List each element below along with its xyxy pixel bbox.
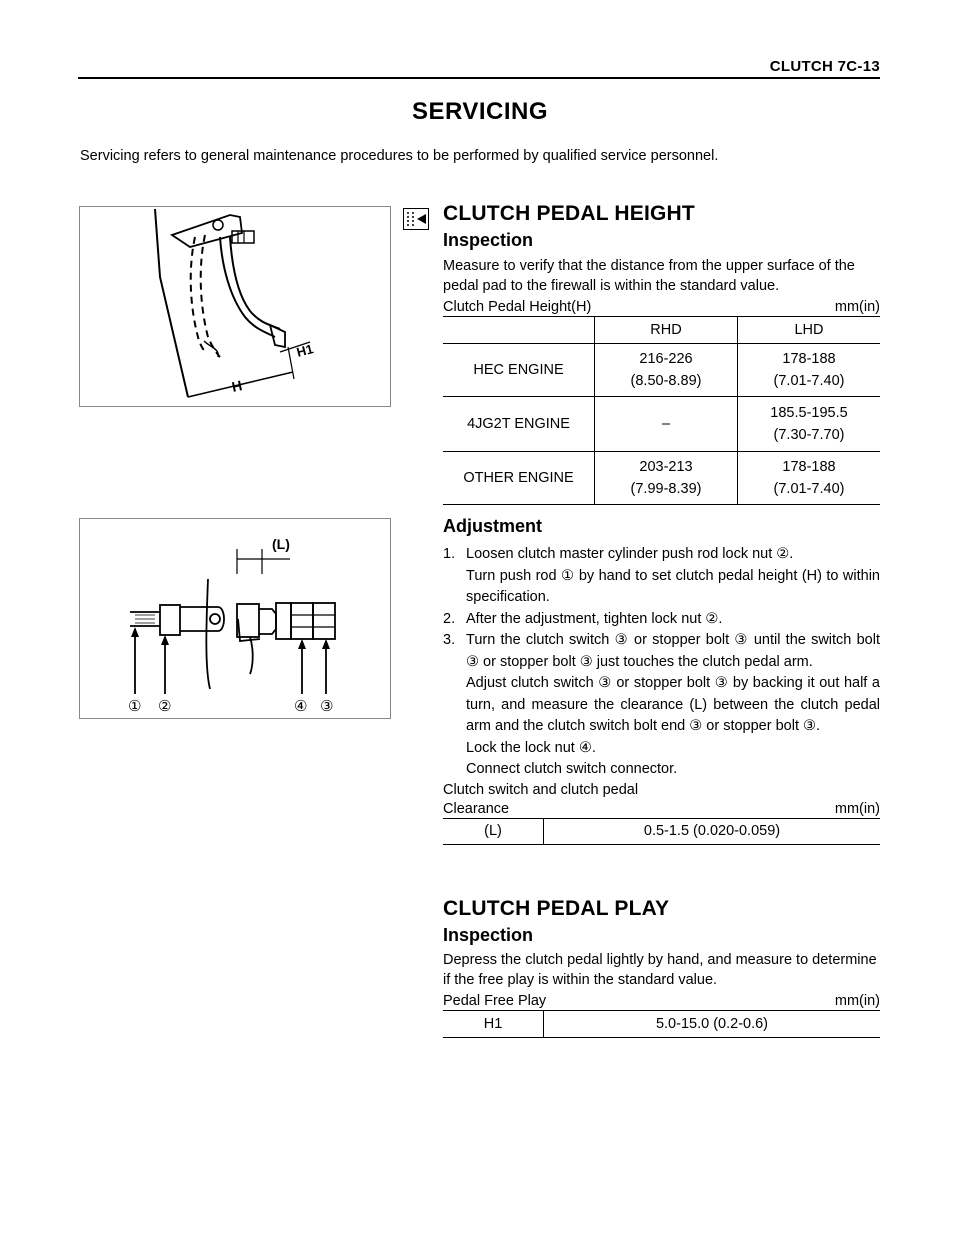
table-row (443, 343, 880, 396)
step-subtext: Adjust clutch switch ③ or stopper bolt ③ by backing it out half a turn, and measure the clearance (L) between the clutch pedal arm and the clutch switch bolt end ③ or stopper bolt ③. (466, 675, 880, 734)
pedal-play-caption: Pedal Free Play (443, 993, 547, 1009)
pedal-height-table (443, 317, 880, 505)
rhd-mm: 203-213 (639, 458, 693, 475)
table-header-row (443, 317, 880, 343)
pedal-play-inspection-text: Depress the clutch pedal lightly by hand, and measure to determine if the free play is within the standard value. (443, 952, 877, 988)
callout-2: ② (158, 697, 172, 715)
row-label: OTHER ENGINE (443, 451, 595, 504)
header-lhd: LHD (794, 321, 824, 338)
rhd-value: – (595, 396, 738, 451)
step-subtext: Turn push rod ① by hand to set clutch pedal height (H) to within specification. (466, 567, 880, 605)
switch-diagram (80, 519, 390, 718)
step-subtext: Lock the lock nut ④. (466, 739, 596, 756)
lhd-in: (7.01-7.40) (773, 480, 845, 497)
table-row (443, 819, 880, 845)
step-text: Turn the clutch switch ③ or stopper bolt ③ until the switch bolt ③ or stopper bolt ③ just touches the clutch pedal arm. (466, 632, 880, 670)
row-label: 4JG2T ENGINE (443, 396, 595, 451)
pedal-play-section (443, 897, 880, 1038)
step-text: After the adjustment, tighten lock nut ②. (466, 610, 723, 627)
adjustment-figure (79, 518, 391, 719)
lhd-in: (7.01-7.40) (773, 372, 845, 389)
clearance-unit: mm(in) (834, 800, 880, 817)
pedal-height-caption: Clutch Pedal Height(H) (443, 299, 592, 315)
intro-text: Servicing refers to general maintenance procedures to be performed by qualified service personnel. (80, 148, 719, 164)
pedal-height-inspection-text: Measure to verify that the distance from the upper surface of the pedal pad to the firewall is within the standard value. (443, 258, 855, 294)
step-number: 2. (443, 610, 456, 627)
step-item (443, 609, 880, 631)
step-number: 3. (443, 632, 456, 648)
rhd-mm: 216-226 (639, 350, 693, 367)
adjustment-title: Adjustment (443, 516, 542, 536)
pedal-play-unit: mm(in) (834, 993, 880, 1009)
rhd-in: (7.99-8.39) (630, 480, 702, 497)
row-label: HEC ENGINE (443, 343, 595, 396)
callout-4: ④ (294, 697, 308, 715)
pedal-height-unit: mm(in) (834, 299, 880, 315)
pedal-play-table-caption (443, 992, 880, 1011)
lhd-mm: 178-188 (782, 458, 836, 475)
lhd-mm: 178-188 (782, 350, 836, 367)
header-title: CLUTCH 7C-13 (769, 58, 880, 75)
lhd-mm: 185.5-195.5 (770, 404, 848, 421)
pedal-play-inspection-title: Inspection (443, 925, 534, 945)
pedal-height-figure (79, 206, 391, 407)
label-h1: H1 (294, 341, 315, 360)
adjustment-steps (443, 544, 880, 566)
pedal-diagram (80, 207, 390, 406)
pedal-height-title: CLUTCH PEDAL HEIGHT (443, 202, 695, 225)
clearance-table-caption (443, 800, 880, 819)
pedal-height-table-caption (443, 298, 880, 317)
pedal-height-inspection-title: Inspection (443, 230, 534, 250)
rhd-in: (8.50-8.89) (630, 372, 702, 389)
step-subtext: Connect clutch switch connector. (466, 761, 678, 777)
callout-1: ① (128, 697, 142, 715)
label-l: (L) (272, 536, 290, 552)
row-value: 5.0-15.0 (0.2-0.6) (655, 1015, 769, 1032)
row-label: (L) (443, 819, 544, 845)
step-number: 1. (443, 546, 456, 562)
header-rule (78, 77, 880, 79)
callout-3: ③ (320, 697, 334, 715)
lhd-in: (7.30-7.70) (773, 426, 845, 443)
table-row (443, 396, 880, 451)
firewall-line (155, 209, 188, 397)
pedal-play-title: CLUTCH PEDAL PLAY (443, 897, 670, 920)
pedal-play-table (443, 1011, 880, 1038)
row-label: H1 (443, 1011, 544, 1037)
page-title: SERVICING (411, 98, 549, 125)
clearance-table (443, 819, 880, 846)
step-text: Loosen clutch master cylinder push rod lock nut ②. (466, 546, 794, 562)
row-value: 0.5-1.5 (0.020-0.059) (643, 823, 781, 840)
step-item (443, 630, 880, 673)
header-rhd: RHD (595, 317, 738, 343)
header-empty (443, 317, 595, 343)
service-icon (403, 208, 429, 230)
pedal-height-section (443, 202, 880, 505)
adjustment-section (443, 516, 880, 845)
table-row (443, 1011, 880, 1037)
label-h: H (230, 377, 244, 395)
adjustment-steps-2 (443, 609, 880, 674)
clearance-caption-line1: Clutch switch and clutch pedal (443, 781, 639, 798)
clearance-caption: Clearance (443, 800, 510, 817)
table-row (443, 451, 880, 504)
step-item (443, 544, 880, 566)
